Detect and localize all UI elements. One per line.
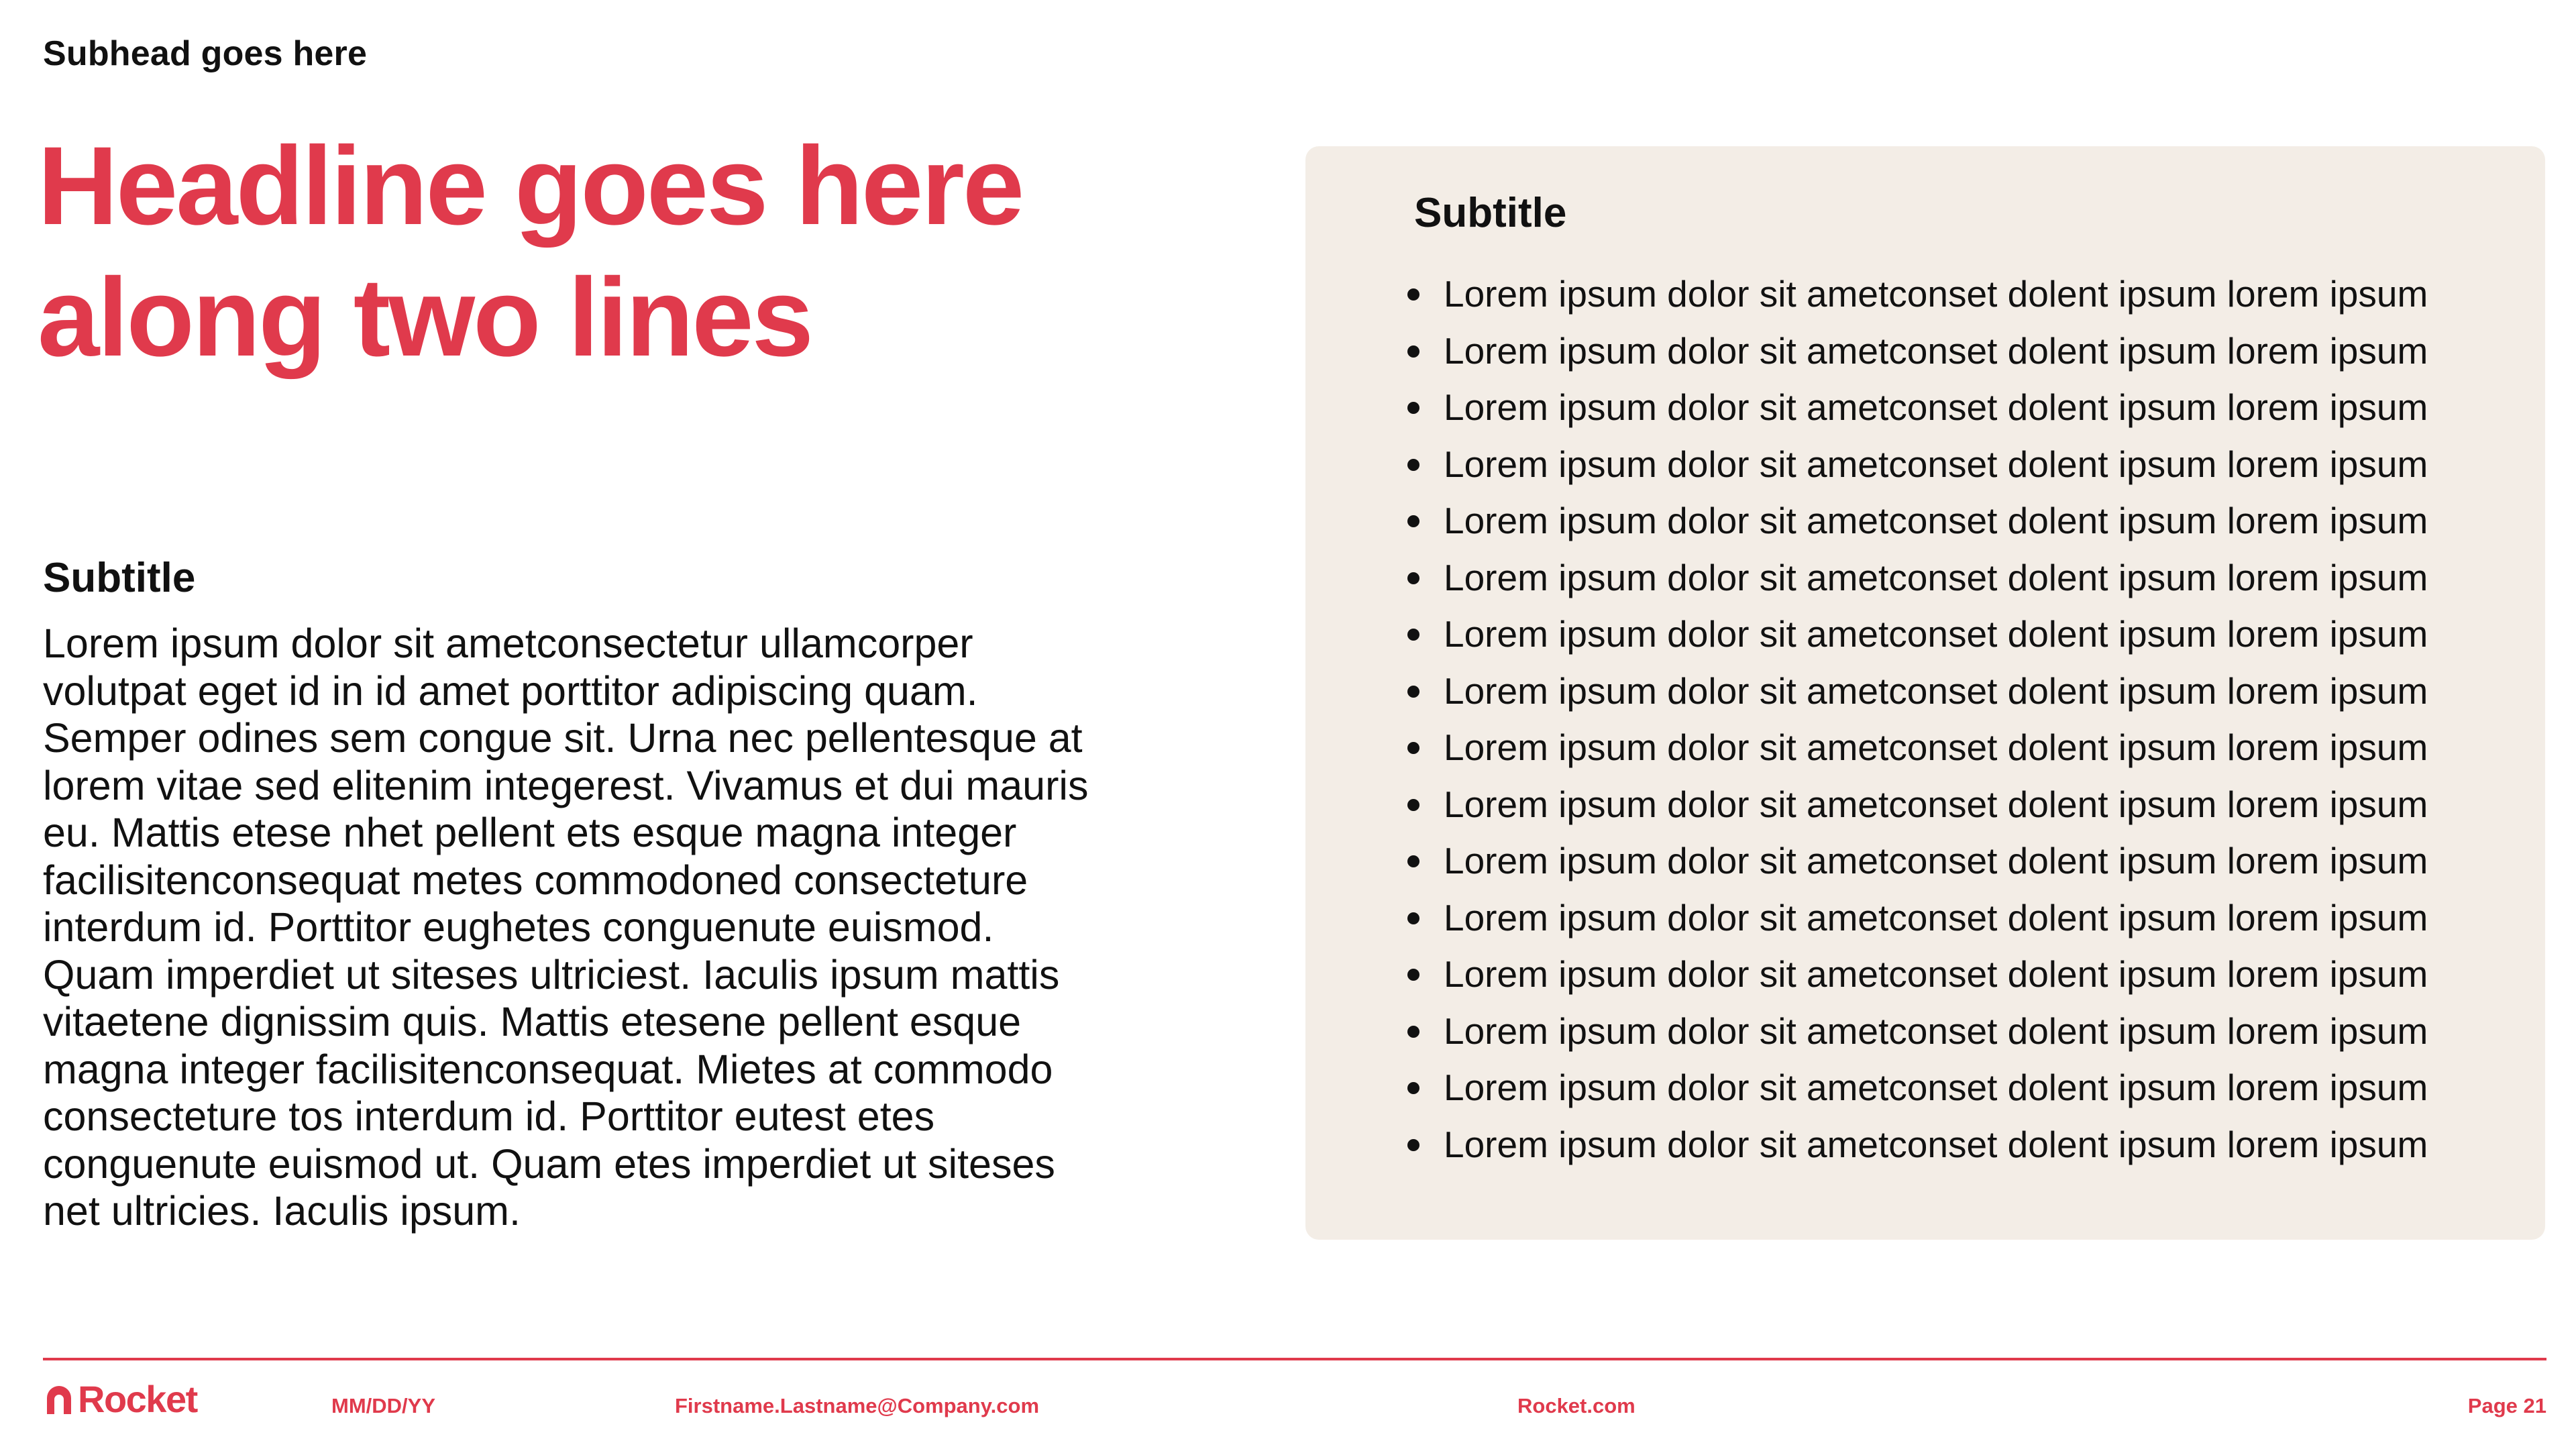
- footer: [0, 1375, 2576, 1429]
- bullet-text: Lorem ipsum dolor sit ametconset dolent ipsum lorem ipsum: [1444, 329, 2428, 372]
- bullet-dot-icon: [1407, 969, 1419, 981]
- bullet-dot-icon: [1407, 515, 1419, 527]
- headline: [38, 121, 1218, 384]
- bullet-item: [1407, 890, 2428, 947]
- bullet-item: [1407, 719, 2428, 776]
- headline-line-1: Headline goes here: [38, 124, 1023, 248]
- logo-text: Rocket: [78, 1378, 197, 1420]
- bullet-dot-icon: [1407, 855, 1419, 867]
- bullet-dot-icon: [1407, 572, 1419, 584]
- bullet-item: [1407, 776, 2428, 833]
- rocket-logo: [43, 1379, 197, 1419]
- bullet-dot-icon: [1407, 1139, 1419, 1151]
- bullet-text: Lorem ipsum dolor sit ametconset dolent ipsum lorem ipsum: [1444, 556, 2428, 598]
- bullet-dot-icon: [1407, 799, 1419, 811]
- bullet-item: [1407, 492, 2428, 549]
- headline-line-2: along two lines: [38, 256, 812, 380]
- bullet-dot-icon: [1407, 288, 1419, 301]
- page-number: Page 21: [2467, 1394, 2546, 1417]
- bullet-item: [1407, 946, 2428, 1003]
- bullet-item: [1407, 436, 2428, 493]
- bullet-text: Lorem ipsum dolor sit ametconset dolent ipsum lorem ipsum: [1444, 896, 2428, 938]
- bullet-item: [1407, 606, 2428, 663]
- bullet-text: Lorem ipsum dolor sit ametconset dolent ipsum lorem ipsum: [1444, 840, 2428, 881]
- footer-divider: [43, 1358, 2546, 1360]
- footer-date: MM/DD/YY: [331, 1394, 435, 1417]
- bullet-item: [1407, 663, 2428, 720]
- rocket-logo-icon: [43, 1383, 75, 1415]
- bullet-text: Lorem ipsum dolor sit ametconset dolent ipsum lorem ipsum: [1444, 1010, 2428, 1052]
- bullet-text: Lorem ipsum dolor sit ametconset dolent ipsum lorem ipsum: [1444, 613, 2428, 655]
- left-body-text: Lorem ipsum dolor sit ametconsectetur ullamcorper volutpat eget id in id amet porttitor adipiscing quam. Semper odines sem congue sit. Urna nec pellentesque at lorem vitae sed elitenim integerest. Vivamus et dui mauris eu. Mattis etese nhet pellent ets esque magna integer facilisitenconsequat metes commodoned consecteture interdum id. Porttitor eughetes conguenute euismod. Quam imperdiet ut siteses ultriciest. Iaculis ipsum mattis vitaetene dignissim quis. Mattis etesene pellent esque magna integer facilisitenconsequat. Mietes at commodo consecteture tos interdum id. Porttitor eutest etes conguenute euismod ut. Quam etes imperdiet ut siteses net ultricies. Iaculis ipsum.: [43, 621, 1089, 1234]
- bullet-dot-icon: [1407, 742, 1419, 754]
- bullet-item: [1407, 1059, 2428, 1116]
- bullet-item: [1407, 1116, 2428, 1173]
- bullet-text: Lorem ipsum dolor sit ametconset dolent ipsum lorem ipsum: [1444, 386, 2428, 428]
- bullet-dot-icon: [1407, 1082, 1419, 1094]
- bullet-text: Lorem ipsum dolor sit ametconset dolent ipsum lorem ipsum: [1444, 727, 2428, 768]
- panel-subtitle: Subtitle: [1414, 190, 1567, 236]
- bullet-dot-icon: [1407, 459, 1419, 471]
- bullet-dot-icon: [1407, 629, 1419, 641]
- bullet-item: [1407, 323, 2428, 380]
- bullet-dot-icon: [1407, 1026, 1419, 1038]
- bullet-item: [1407, 833, 2428, 890]
- bullet-dot-icon: [1407, 686, 1419, 698]
- subhead: Subhead goes here: [43, 34, 368, 73]
- bullet-list: [1407, 266, 2428, 1173]
- bullet-text: Lorem ipsum dolor sit ametconset dolent ipsum lorem ipsum: [1444, 953, 2428, 995]
- bullet-text: Lorem ipsum dolor sit ametconset dolent ipsum lorem ipsum: [1444, 443, 2428, 485]
- bullet-text: Lorem ipsum dolor sit ametconset dolent ipsum lorem ipsum: [1444, 783, 2428, 825]
- bullet-text: Lorem ipsum dolor sit ametconset dolent ipsum lorem ipsum: [1444, 1123, 2428, 1165]
- bullet-item: [1407, 1003, 2428, 1060]
- bullet-text: Lorem ipsum dolor sit ametconset dolent ipsum lorem ipsum: [1444, 669, 2428, 712]
- bullet-item: [1407, 549, 2428, 606]
- bullet-panel: [1305, 146, 2545, 1240]
- footer-email: Firstname.Lastname@Company.com: [675, 1394, 1040, 1417]
- bullet-item: [1407, 379, 2428, 436]
- bullet-item: [1407, 266, 2428, 323]
- bullet-text: Lorem ipsum dolor sit ametconset dolent ipsum lorem ipsum: [1444, 500, 2428, 541]
- bullet-dot-icon: [1407, 912, 1419, 924]
- bullet-text: Lorem ipsum dolor sit ametconset dolent ipsum lorem ipsum: [1444, 273, 2428, 315]
- footer-website: Rocket.com: [1517, 1394, 1635, 1417]
- left-subtitle: Subtitle: [43, 555, 196, 601]
- bullet-text: Lorem ipsum dolor sit ametconset dolent ipsum lorem ipsum: [1444, 1067, 2428, 1108]
- bullet-dot-icon: [1407, 345, 1419, 358]
- bullet-dot-icon: [1407, 402, 1419, 414]
